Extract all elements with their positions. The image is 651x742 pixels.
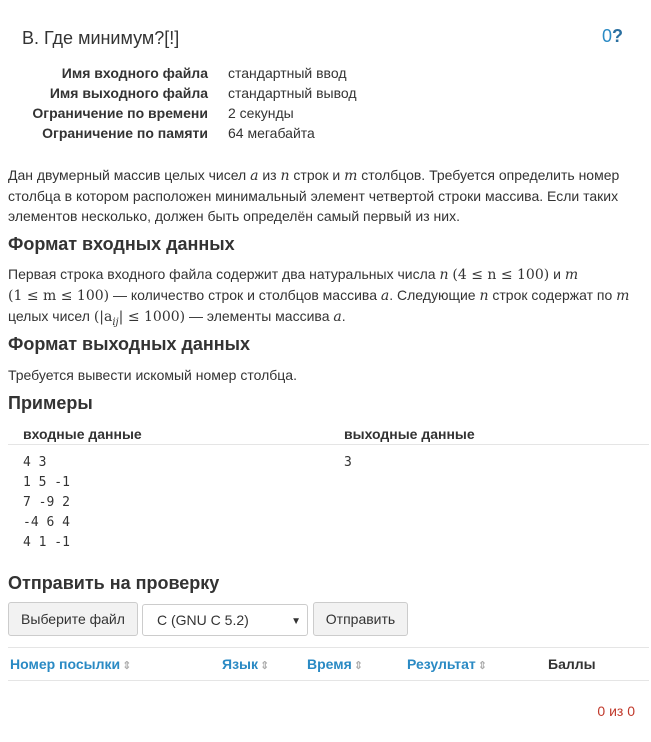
sort-icon: ⇕	[477, 660, 487, 672]
limit-value: 64 мегабайта	[228, 125, 315, 141]
score-link[interactable]	[602, 26, 623, 47]
limit-value: 2 секунды	[228, 105, 294, 121]
limit-row	[8, 65, 357, 85]
examples-header	[8, 420, 649, 445]
input-format-heading: Формат входных данных	[8, 234, 235, 254]
limits-table	[8, 65, 357, 145]
column-language[interactable]: Язык ⇕	[222, 656, 270, 672]
sort-icon: ⇕	[122, 660, 132, 672]
column-time[interactable]: Время ⇕	[307, 656, 364, 672]
language-select[interactable]	[142, 604, 308, 636]
example-output: 3	[344, 455, 352, 470]
chevron-down-icon: ▼	[291, 616, 301, 627]
limit-key: Ограничение по времени	[32, 105, 208, 121]
examples-heading: Примеры	[8, 393, 93, 413]
column-result[interactable]: Результат ⇕	[407, 656, 487, 672]
submissions-table-header	[8, 647, 649, 681]
limit-key: Имя выходного файла	[49, 85, 208, 101]
limit-row	[8, 85, 357, 105]
example-input-label: входные данные	[23, 426, 142, 442]
submissions-count: 0 из 0	[597, 703, 635, 719]
example-output-label: выходные данные	[344, 426, 475, 442]
output-format-text: Требуется вывести искомый номер столбца.	[8, 367, 297, 383]
column-submission-id[interactable]: Номер посылки ⇕	[10, 656, 132, 672]
limit-value: стандартный ввод	[228, 65, 347, 81]
language-value: C (GNU C 5.2)	[157, 612, 249, 628]
submit-heading: Отправить на проверку	[8, 573, 220, 593]
sort-icon: ⇕	[353, 660, 364, 672]
limit-key: Ограничение по памяти	[42, 125, 208, 141]
submit-button[interactable]: Отправить	[313, 602, 408, 636]
limit-row	[8, 105, 357, 125]
input-format-text: Первая строка входного файла содержит два натуральных числа n (4 ≤ n ≤ 100) и m (1 ≤ m ≤ 100) — количество строк и столбцов массива a. Следующие n строк содержат по m целых чисел $(|a_{ij}| \le 1000)$ — элементы массива a.	[8, 266, 630, 328]
statement-text: Дан двумерный массив целых чисел a из n строк и m столбцов. Требуется определить номер столбца в котором расположен минимальный элемент четвертой строки массива. Если таких элементов несколько, должен быть определён самый первый из них.	[8, 167, 620, 224]
help-icon: ?	[612, 26, 623, 46]
score-value: 0	[601, 26, 612, 46]
sort-icon: ⇕	[259, 660, 270, 672]
limit-key: Имя входного файла	[61, 65, 208, 81]
problem-title: B. Где минимум?[!]	[22, 28, 180, 48]
choose-file-button[interactable]: Выберите файл	[8, 602, 138, 636]
limit-value: стандартный вывод	[228, 85, 357, 101]
example-input: 4 3 1 5 -1 7 -9 2 -4 6 4 4 1 -1	[23, 455, 70, 550]
limit-row	[8, 125, 357, 145]
column-points: Баллы	[548, 656, 596, 672]
output-format-heading: Формат выходных данных	[8, 334, 251, 354]
